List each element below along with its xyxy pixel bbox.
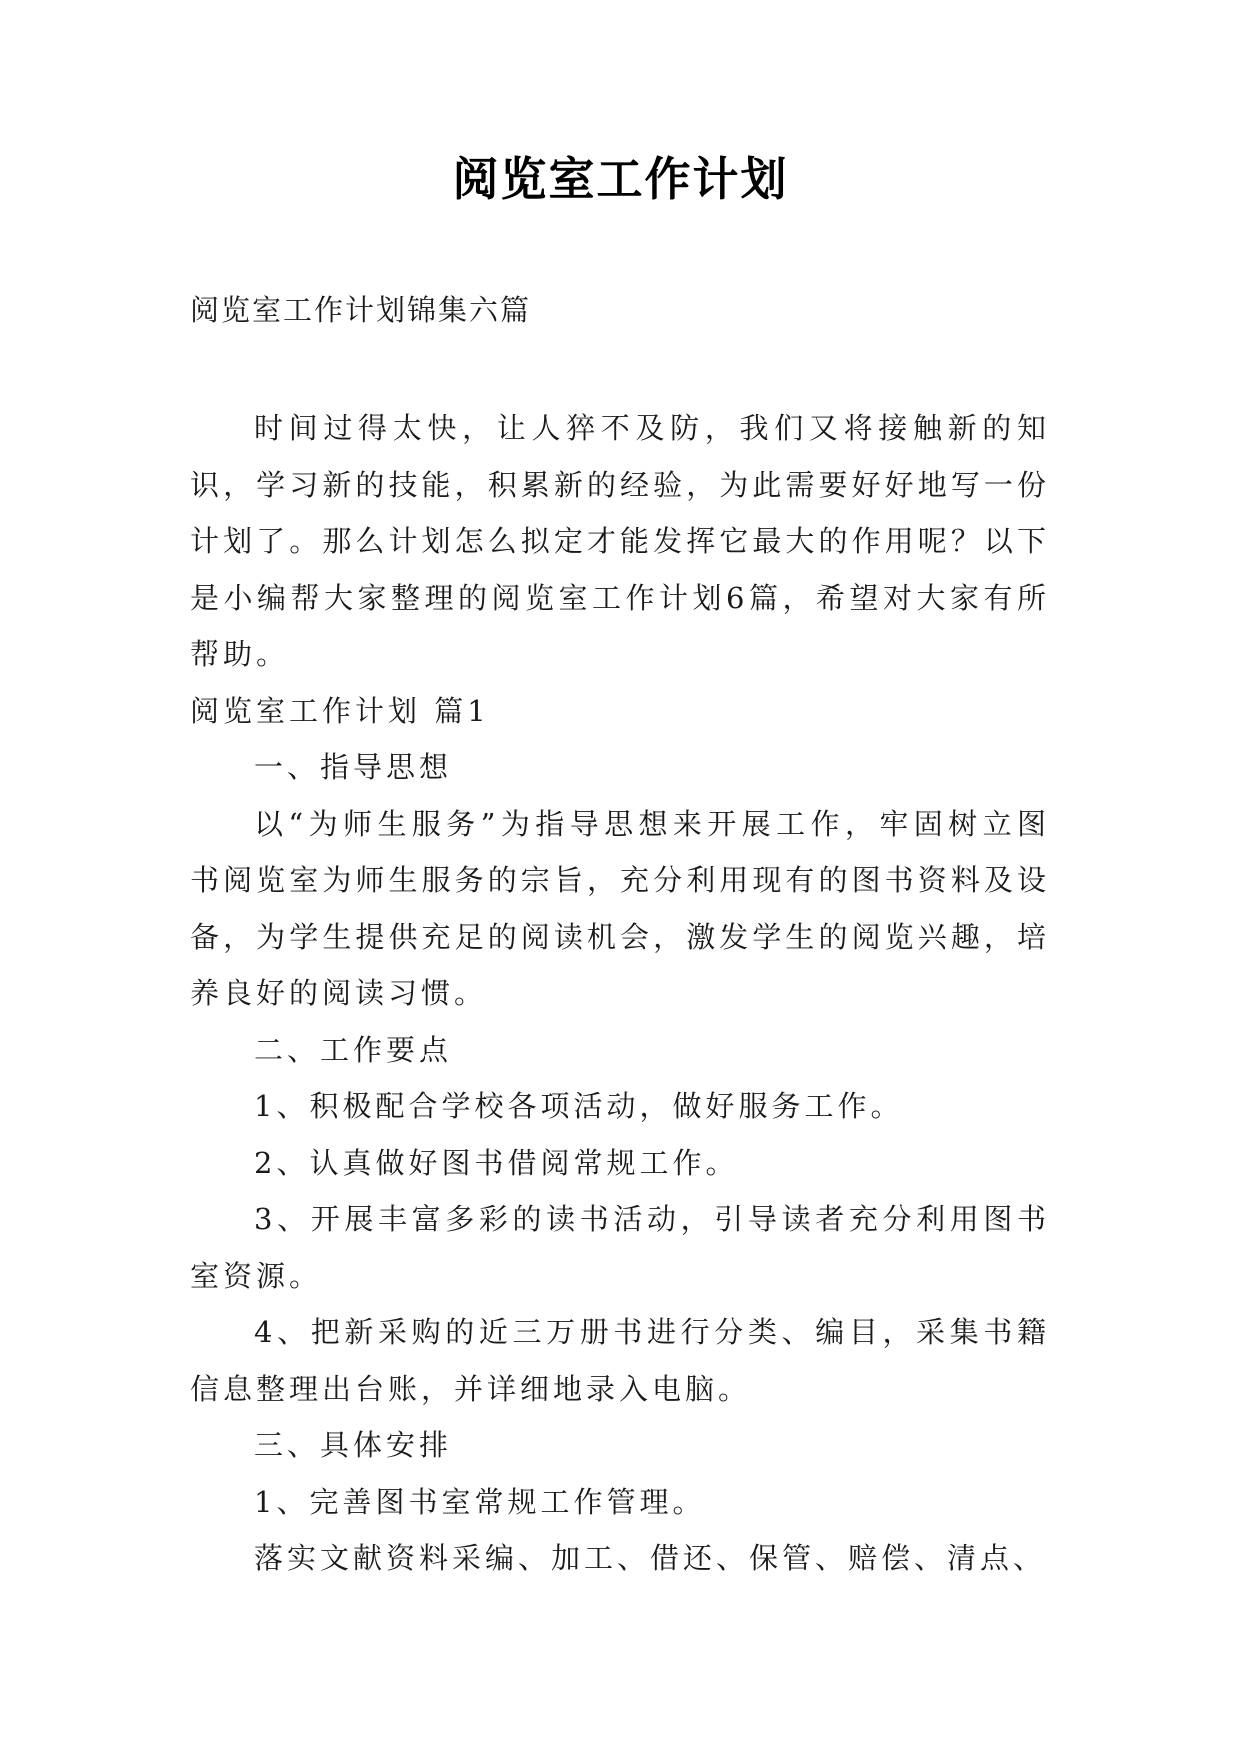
work-point-3: 3、开展丰富多彩的读书活动，引导读者充分利用图书室资源。 bbox=[190, 1202, 1050, 1293]
arrangement-1-detail: 落实文献资料采编、加工、借还、保管、赔偿、清点、 bbox=[254, 1541, 1047, 1575]
document-body bbox=[190, 400, 1050, 1587]
heading-specific-arrangements: 三、具体安排 bbox=[254, 1428, 453, 1462]
intro-paragraph: 时间过得太快，让人猝不及防，我们又将接触新的知识，学习新的技能，积累新的经验，为此需要好好地写一份计划了。那么计划怎么拟定才能发挥它最大的作用呢？以下是小编帮大家整理的阅览室工作计划6篇，希望对大家有所帮助。 bbox=[190, 411, 1050, 671]
work-point-4: 4、把新采购的近三万册书进行分类、编目，采集书籍信息整理出台账，并详细地录入电脑。 bbox=[190, 1315, 1050, 1406]
document-title: 阅览室工作计划 bbox=[452, 152, 789, 206]
section-heading-part-1: 阅览室工作计划 篇1 bbox=[190, 693, 490, 728]
work-point-1: 1、积极配合学校各项活动，做好服务工作。 bbox=[254, 1089, 904, 1123]
work-point-2: 2、认真做好图书借阅常规工作。 bbox=[254, 1145, 739, 1180]
document-subtitle: 阅览室工作计划锦集六篇 bbox=[190, 293, 532, 327]
heading-guiding-ideology: 一、指导思想 bbox=[254, 750, 453, 784]
heading-work-points: 二、工作要点 bbox=[254, 1032, 453, 1067]
paragraph-guiding-ideology: 以“为师生服务”为指导思想来开展工作，牢固树立图书阅览室为师生服务的宗旨，充分利用现有的图书资料及设备，为学生提供充足的阅读机会，激发学生的阅览兴趣，培养良好的阅读习惯。 bbox=[190, 806, 1050, 1010]
arrangement-1: 1、完善图书室常规工作管理。 bbox=[254, 1484, 706, 1519]
